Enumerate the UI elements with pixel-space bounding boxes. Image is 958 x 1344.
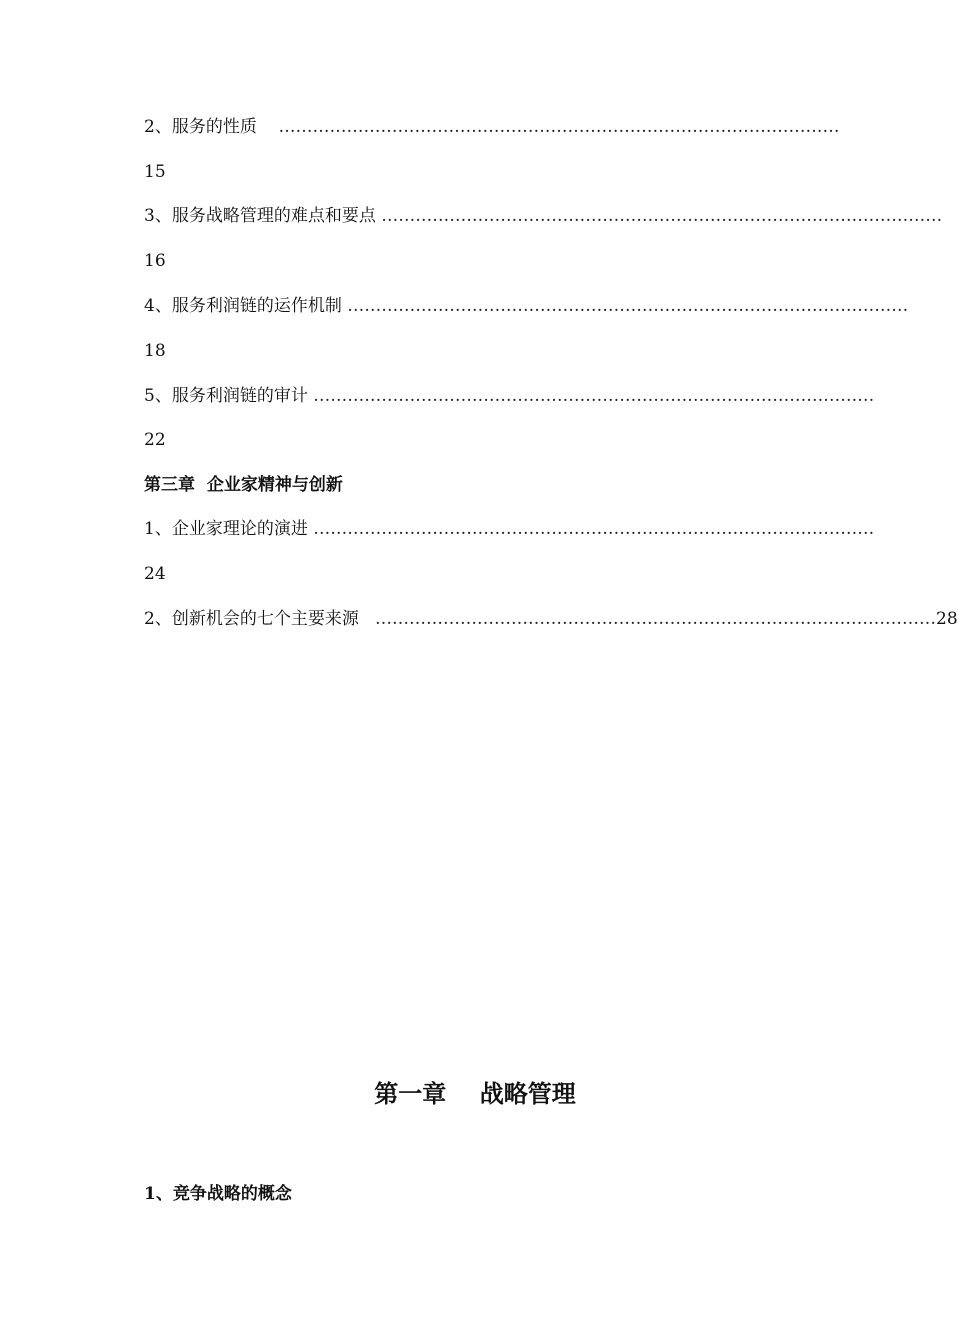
toc-leader-dots: ……………………………………………………………………………………… <box>278 117 840 137</box>
toc-page-number: 22 <box>144 430 166 450</box>
toc-leader-dots: ……………………………………………………………………………………… <box>375 609 937 629</box>
toc-leader-dots: ……………………………………………………………………………………… <box>313 519 875 539</box>
toc-page-number: 18 <box>144 341 166 361</box>
toc-entry-label: 3、服务战略管理的难点和要点 <box>144 206 376 226</box>
toc-entry-innovation-sources[interactable] <box>144 608 958 630</box>
toc-entry-label: 4、服务利润链的运作机制 <box>144 296 342 316</box>
toc-entry-service-strategy-difficulties[interactable] <box>144 205 943 227</box>
toc-entry-profit-chain-mechanism[interactable] <box>144 295 909 317</box>
toc-entry-label: 2、创新机会的七个主要来源 <box>144 609 359 629</box>
toc-page-number: 24 <box>144 564 166 584</box>
toc-chapter-heading[interactable]: 第三章 企业家精神与创新 <box>144 475 343 495</box>
toc-entry-label: 1、企业家理论的演进 <box>144 519 308 539</box>
toc-entry-gap <box>359 608 375 630</box>
toc-page-number: 28 <box>936 609 958 629</box>
toc-page-number: 16 <box>144 251 166 271</box>
toc-entry-label: 2、服务的性质 <box>144 117 257 137</box>
toc-entry-service-nature[interactable] <box>144 116 840 138</box>
chapter-title: 第一章 战略管理 <box>374 1079 576 1108</box>
toc-entry-entrepreneur-theory[interactable] <box>144 518 875 540</box>
toc-leader-dots: ……………………………………………………………………………………… <box>347 296 909 316</box>
toc-entry-label: 5、服务利润链的审计 <box>144 386 308 406</box>
toc-leader-dots: ……………………………………………………………………………………… <box>381 206 943 226</box>
toc-page-number: 15 <box>144 162 166 182</box>
toc-leader-dots: ……………………………………………………………………………………… <box>313 386 875 406</box>
toc-entry-profit-chain-audit[interactable] <box>144 385 875 407</box>
toc-entry-gap <box>257 116 279 138</box>
section-heading: 1、竞争战略的概念 <box>144 1184 292 1204</box>
